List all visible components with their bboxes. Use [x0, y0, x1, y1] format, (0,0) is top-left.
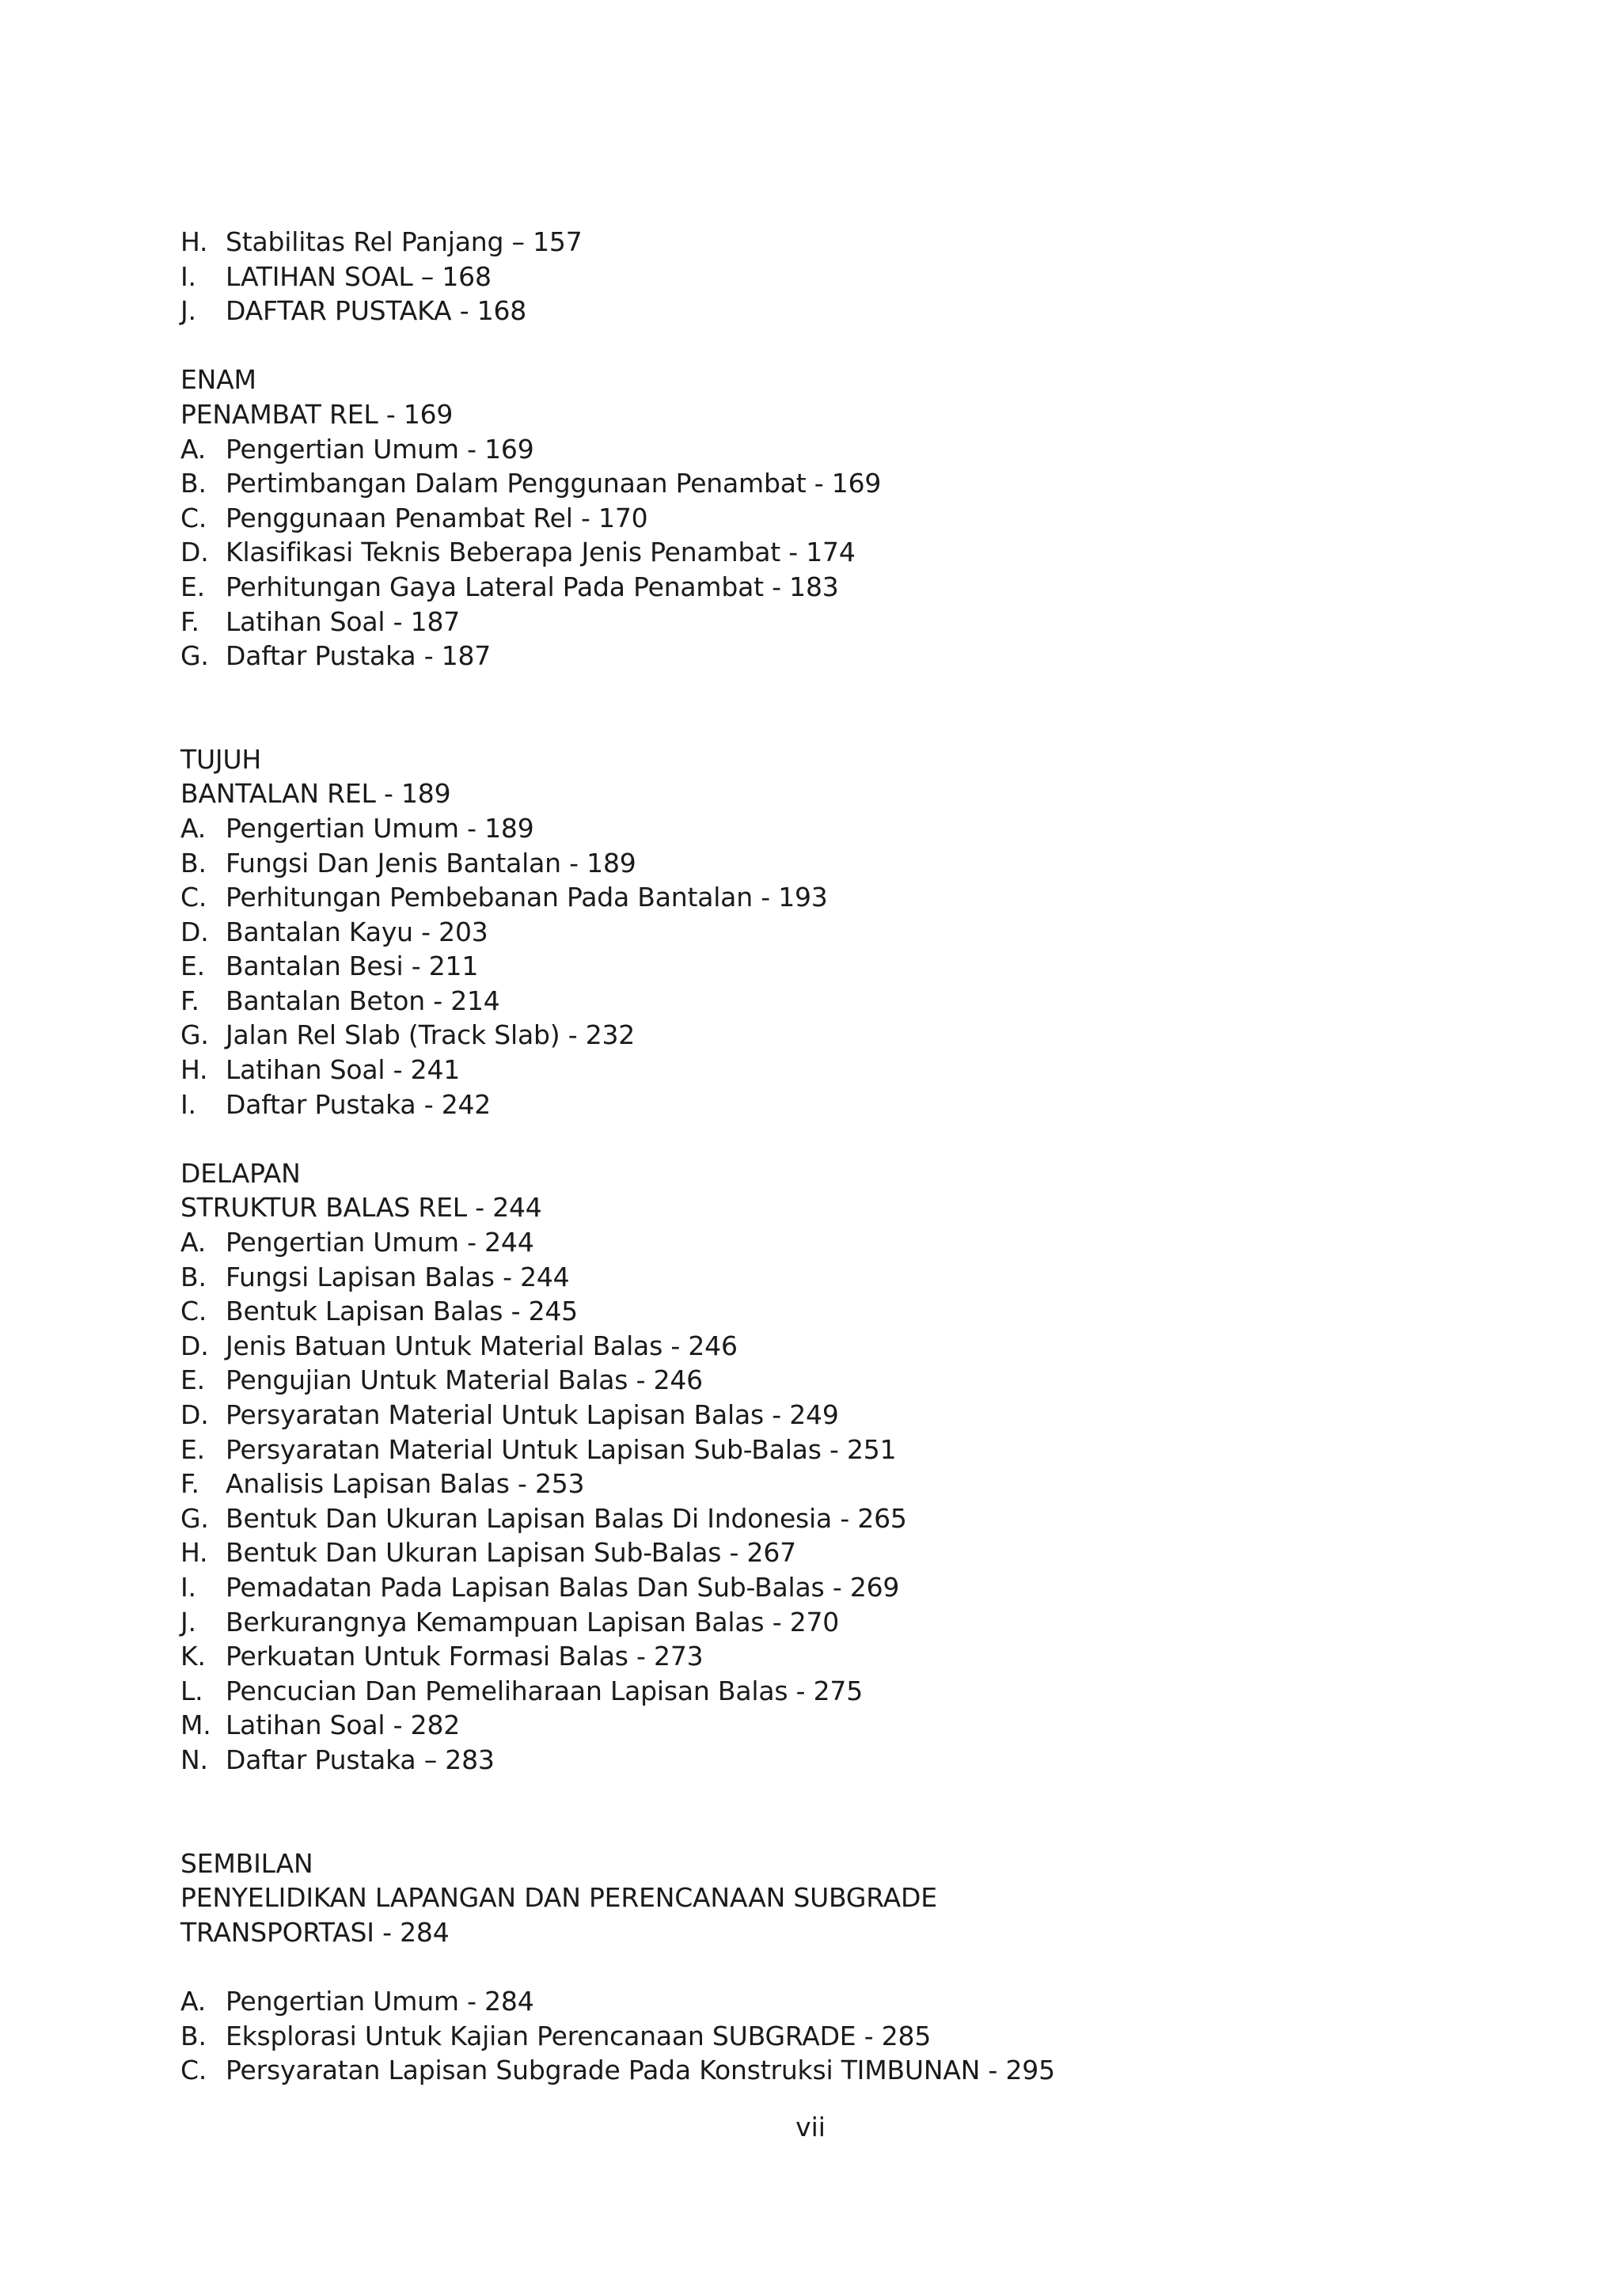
toc-item — [180, 1260, 1447, 1295]
chapter-number: ENAM — [180, 364, 256, 396]
chapter-number: DELAPAN — [180, 1157, 301, 1189]
toc-item-text: Pemadatan Pada Lapisan Balas Dan Sub-Balas - 269 — [226, 1571, 900, 1603]
chapter-title: STRUKTUR BALAS REL - 244 — [180, 1192, 542, 1224]
toc-item — [180, 949, 1447, 984]
toc-item-text: Pengertian Umum - 189 — [226, 812, 534, 844]
toc-item — [180, 1433, 1447, 1467]
toc-item-letter: A. — [180, 433, 207, 465]
toc-item-text: Perkuatan Untuk Formasi Balas - 273 — [226, 1641, 704, 1672]
toc-item — [180, 1743, 1447, 1778]
toc-item-letter: A. — [180, 812, 207, 844]
toc-item-text: Bantalan Kayu - 203 — [226, 916, 488, 947]
toc-item-text: Latihan Soal - 187 — [226, 605, 461, 637]
toc-item — [180, 225, 1447, 260]
toc-item-letter: J. — [180, 295, 196, 327]
toc-item — [180, 605, 1447, 639]
toc-item — [180, 1639, 1447, 1674]
toc-item-text: Bentuk Dan Ukuran Lapisan Sub-Balas - 267 — [226, 1537, 796, 1569]
toc-item-text: Jenis Batuan Untuk Material Balas - 246 — [226, 1330, 738, 1361]
toc-item — [180, 501, 1447, 536]
toc-item-letter: B. — [180, 2020, 207, 2051]
toc-item-letter: G. — [180, 640, 209, 672]
toc-item — [180, 1501, 1447, 1536]
toc-item-letter: E. — [180, 951, 205, 982]
toc-item — [180, 1053, 1447, 1087]
toc-item — [180, 984, 1447, 1019]
toc-item-letter: F. — [180, 985, 199, 1016]
toc-item — [180, 535, 1447, 570]
chapter-title: PENAMBAT REL - 169 — [180, 398, 454, 430]
toc-item-letter: L. — [180, 1675, 203, 1706]
toc-item-letter: A. — [180, 1985, 207, 2017]
toc-item — [180, 846, 1447, 881]
toc-item-text: Daftar Pustaka - 242 — [226, 1088, 492, 1120]
toc-item-text: LATIHAN SOAL – 168 — [226, 260, 492, 292]
toc-item-text: Latihan Soal - 241 — [226, 1054, 461, 1086]
toc-item — [180, 915, 1447, 950]
chapter-title: PENYELIDIKAN LAPANGAN DAN PERENCANAAN SUBGRADE — [180, 1882, 937, 1914]
toc-item — [180, 1570, 1447, 1605]
toc-item-text: Persyaratan Material Untuk Lapisan Balas - 249 — [226, 1399, 839, 1430]
toc-item-text: Jalan Rel Slab (Track Slab) - 232 — [226, 1019, 636, 1051]
toc-item-letter: H. — [180, 226, 208, 257]
toc-item-letter: B. — [180, 1261, 207, 1292]
toc-item — [180, 1984, 1447, 2019]
toc-item-text: Pengertian Umum - 284 — [226, 1985, 534, 2017]
toc-item-text: DAFTAR PUSTAKA - 168 — [226, 295, 527, 327]
toc-item — [180, 1225, 1447, 1260]
toc-item — [180, 1398, 1447, 1433]
toc-item-text: Analisis Lapisan Balas - 253 — [226, 1468, 585, 1500]
toc-item-text: Fungsi Dan Jenis Bantalan - 189 — [226, 847, 636, 879]
toc-item-letter: D. — [180, 916, 209, 947]
toc-item-letter: N. — [180, 1744, 208, 1775]
toc-item-letter: H. — [180, 1054, 208, 1086]
toc-item-text: Perhitungan Gaya Lateral Pada Penambat - 183 — [226, 571, 839, 602]
toc-item-letter: C. — [180, 1296, 207, 1327]
toc-item-letter: M. — [180, 1710, 211, 1741]
toc-item-letter: B. — [180, 847, 207, 879]
toc-item-text: Pengertian Umum - 244 — [226, 1227, 534, 1258]
toc-item — [180, 1363, 1447, 1398]
toc-item-text: Stabilitas Rel Panjang – 157 — [226, 226, 583, 257]
toc-item — [180, 1535, 1447, 1570]
toc-item-letter: E. — [180, 1364, 205, 1396]
toc-item-letter: A. — [180, 1227, 207, 1258]
toc-item-text: Eksplorasi Untuk Kajian Perencanaan SUBGRADE - 285 — [226, 2020, 932, 2051]
toc-item-letter: C. — [180, 2055, 207, 2086]
toc-item-text: Klasifikasi Teknis Beberapa Jenis Penambat - 174 — [226, 537, 856, 568]
toc-item-text: Latihan Soal - 282 — [226, 1710, 461, 1741]
toc-item-letter: E. — [180, 1433, 205, 1465]
toc-item-letter: E. — [180, 571, 205, 602]
toc-item-text: Berkurangnya Kemampuan Lapisan Balas - 270 — [226, 1606, 840, 1638]
chapter-tujuh — [180, 742, 1447, 1122]
toc-item — [180, 1018, 1447, 1053]
toc-item — [180, 2053, 1447, 2088]
toc-item — [180, 1674, 1447, 1709]
toc-item-letter: G. — [180, 1019, 209, 1051]
toc-item-text: Pengujian Untuk Material Balas - 246 — [226, 1364, 703, 1396]
toc-item-letter: D. — [180, 1330, 209, 1361]
toc-item — [180, 466, 1447, 501]
toc-item-letter: G. — [180, 1502, 209, 1534]
toc-item-letter: H. — [180, 1537, 208, 1569]
toc-item — [180, 1294, 1447, 1329]
toc-item-letter: F. — [180, 1468, 199, 1500]
toc-item — [180, 1708, 1447, 1743]
chapter-delapan — [180, 1156, 1447, 1778]
toc-item-letter: C. — [180, 502, 207, 533]
toc-item — [180, 811, 1447, 846]
chapter-title-continued: TRANSPORTASI - 284 — [180, 1916, 450, 1948]
toc-item-text: Persyaratan Lapisan Subgrade Pada Konstruksi TIMBUNAN - 295 — [226, 2055, 1055, 2086]
toc-item-text: Pengertian Umum - 169 — [226, 433, 534, 465]
toc-item-text: Bantalan Beton - 214 — [226, 985, 500, 1016]
toc-item — [180, 260, 1447, 294]
table-of-contents — [180, 225, 1447, 2088]
toc-item-text: Daftar Pustaka – 283 — [226, 1744, 495, 1775]
toc-item-letter: F. — [180, 605, 199, 637]
toc-item — [180, 1329, 1447, 1364]
toc-item-text: Penggunaan Penambat Rel - 170 — [226, 502, 648, 533]
toc-item — [180, 432, 1447, 467]
toc-item — [180, 2019, 1447, 2054]
toc-continued-list — [180, 225, 1447, 328]
toc-item-text: Fungsi Lapisan Balas - 244 — [226, 1261, 570, 1292]
toc-item — [180, 294, 1447, 328]
toc-item-text: Daftar Pustaka - 187 — [226, 640, 492, 672]
toc-item-letter: B. — [180, 468, 207, 499]
chapter-sembilan — [180, 1846, 1447, 2088]
toc-item-text: Pencucian Dan Pemeliharaan Lapisan Balas - 275 — [226, 1675, 864, 1706]
toc-item-letter: D. — [180, 537, 209, 568]
toc-item-letter: I. — [180, 1088, 196, 1120]
toc-item — [180, 570, 1447, 605]
toc-item-letter: D. — [180, 1399, 209, 1430]
chapter-number: SEMBILAN — [180, 1847, 313, 1879]
toc-item-letter: K. — [180, 1641, 206, 1672]
toc-item-text: Bentuk Lapisan Balas - 245 — [226, 1296, 578, 1327]
toc-item — [180, 880, 1447, 915]
chapter-number: TUJUH — [180, 743, 262, 775]
chapter-title: BANTALAN REL - 189 — [180, 778, 451, 810]
toc-item — [180, 639, 1447, 674]
toc-item-text: Pertimbangan Dalam Penggunaan Penambat - 169 — [226, 468, 882, 499]
toc-item-text: Bantalan Besi - 211 — [226, 951, 479, 982]
toc-item-letter: C. — [180, 882, 207, 913]
toc-item-letter: I. — [180, 260, 196, 292]
toc-item — [180, 1467, 1447, 1501]
chapter-enam — [180, 362, 1447, 673]
toc-item-text: Perhitungan Pembebanan Pada Bantalan - 193 — [226, 882, 828, 913]
toc-item-text: Persyaratan Material Untuk Lapisan Sub-Balas - 251 — [226, 1433, 897, 1465]
toc-item — [180, 1087, 1447, 1122]
page-number: vii — [795, 2112, 826, 2142]
toc-item-letter: I. — [180, 1571, 196, 1603]
toc-item-text: Bentuk Dan Ukuran Lapisan Balas Di Indonesia - 265 — [226, 1502, 907, 1534]
toc-item — [180, 1605, 1447, 1640]
toc-item-letter: J. — [180, 1606, 196, 1638]
